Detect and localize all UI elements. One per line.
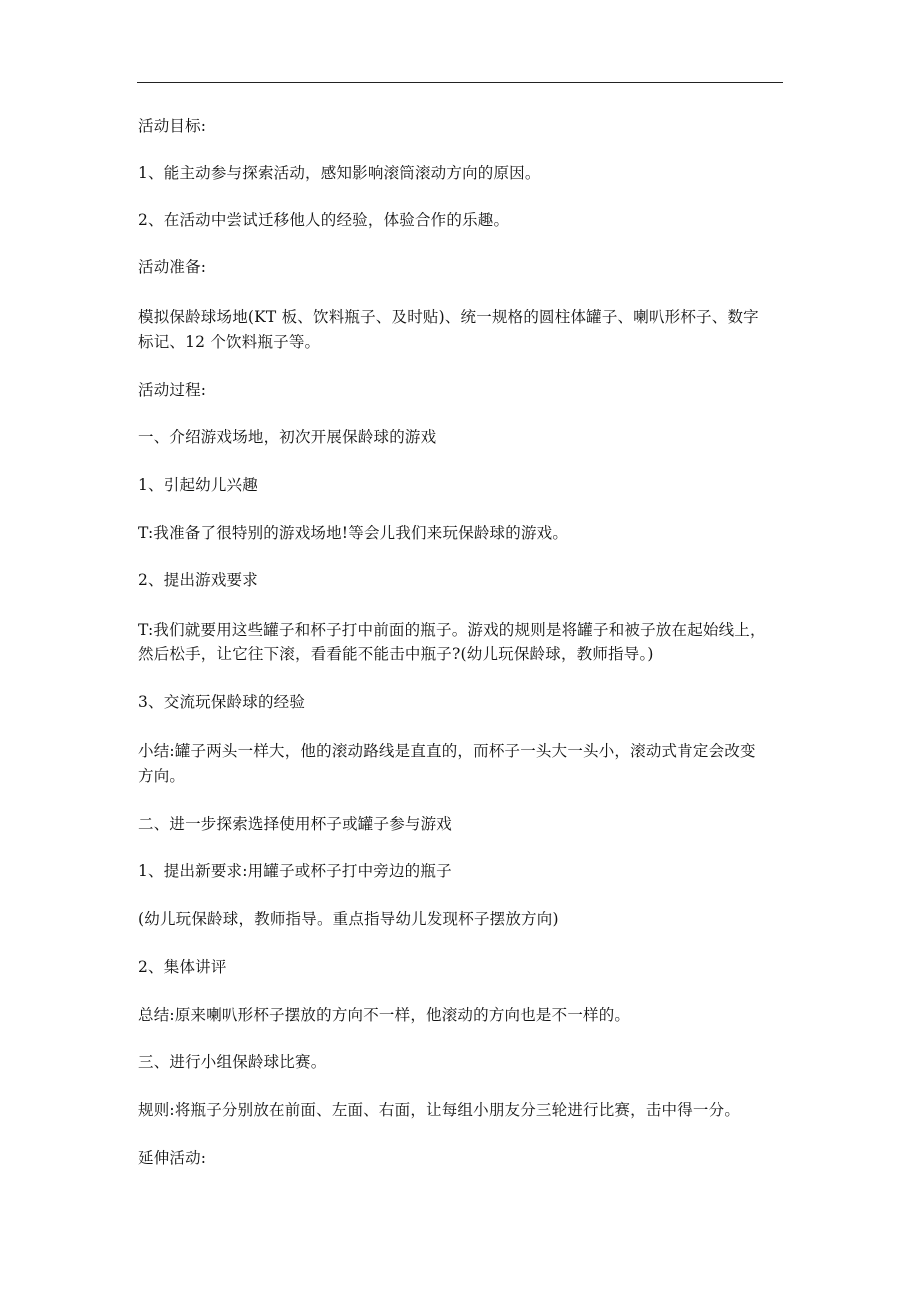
heading-activity-goals: 活动目标: [138, 117, 207, 135]
rules-line: 规则:将瓶子分别放在前面、左面、右面，让每组小朋友分三轮进行比赛，击中得一分。 [138, 1101, 741, 1119]
section-heading-2: 二、进一步探索选择使用杯子或罐子参与游戏 [138, 815, 453, 833]
goal-item-1: 1、能主动参与探索活动，感知影响滚筒滚动方向的原因。 [138, 164, 541, 182]
teacher-line-1: T:我准备了很特别的游戏场地!等会儿我们来玩保龄球的游戏。 [138, 524, 569, 542]
header-rule [137, 82, 783, 83]
preparation-text-line-2: 标记、12 个饮料瓶子等。 [138, 333, 321, 351]
preparation-text-line-1: 模拟保龄球场地(KT 板、饮料瓶子、及时贴)、统一规格的圆柱体罐子、喇叭形杯子、数字 [138, 308, 759, 326]
step-heading-1-1: 1、引起幼儿兴趣 [138, 476, 258, 494]
section-heading-3: 三、进行小组保龄球比赛。 [138, 1053, 327, 1071]
note-line: (幼儿玩保龄球，教师指导。重点指导幼儿发现杯子摆放方向) [138, 910, 559, 928]
step-heading-2-1: 1、提出新要求:用罐子或杯子打中旁边的瓶子 [138, 862, 452, 880]
step-heading-2-2: 2、集体讲评 [138, 958, 227, 976]
teacher-line-2-continued: 然后松手，让它往下滚，看看能不能击中瓶子?(幼儿玩保龄球，教师指导。) [138, 645, 654, 663]
summary-line-1: 小结:罐子两头一样大，他的滚动路线是直直的，而杯子一头大一头小，滚动式肯定会改变 [138, 742, 756, 760]
heading-activity-process: 活动过程: [138, 381, 207, 399]
heading-extension-activity: 延伸活动: [138, 1149, 207, 1167]
goal-item-2: 2、在活动中尝试迁移他人的经验，体验合作的乐趣。 [138, 211, 510, 229]
section-heading-1: 一、介绍游戏场地，初次开展保龄球的游戏 [138, 428, 437, 446]
teacher-line-2: T:我们就要用这些罐子和杯子打中前面的瓶子。游戏的规则是将罐子和被子放在起始线上， [138, 621, 766, 639]
step-heading-1-3: 3、交流玩保龄球的经验 [138, 693, 306, 711]
conclusion-line: 总结:原来喇叭形杯子摆放的方向不一样，他滚动的方向也是不一样的。 [138, 1006, 631, 1024]
summary-line-1-continued: 方向。 [138, 767, 186, 785]
heading-activity-preparation: 活动准备: [138, 258, 207, 276]
step-heading-1-2: 2、提出游戏要求 [138, 571, 258, 589]
